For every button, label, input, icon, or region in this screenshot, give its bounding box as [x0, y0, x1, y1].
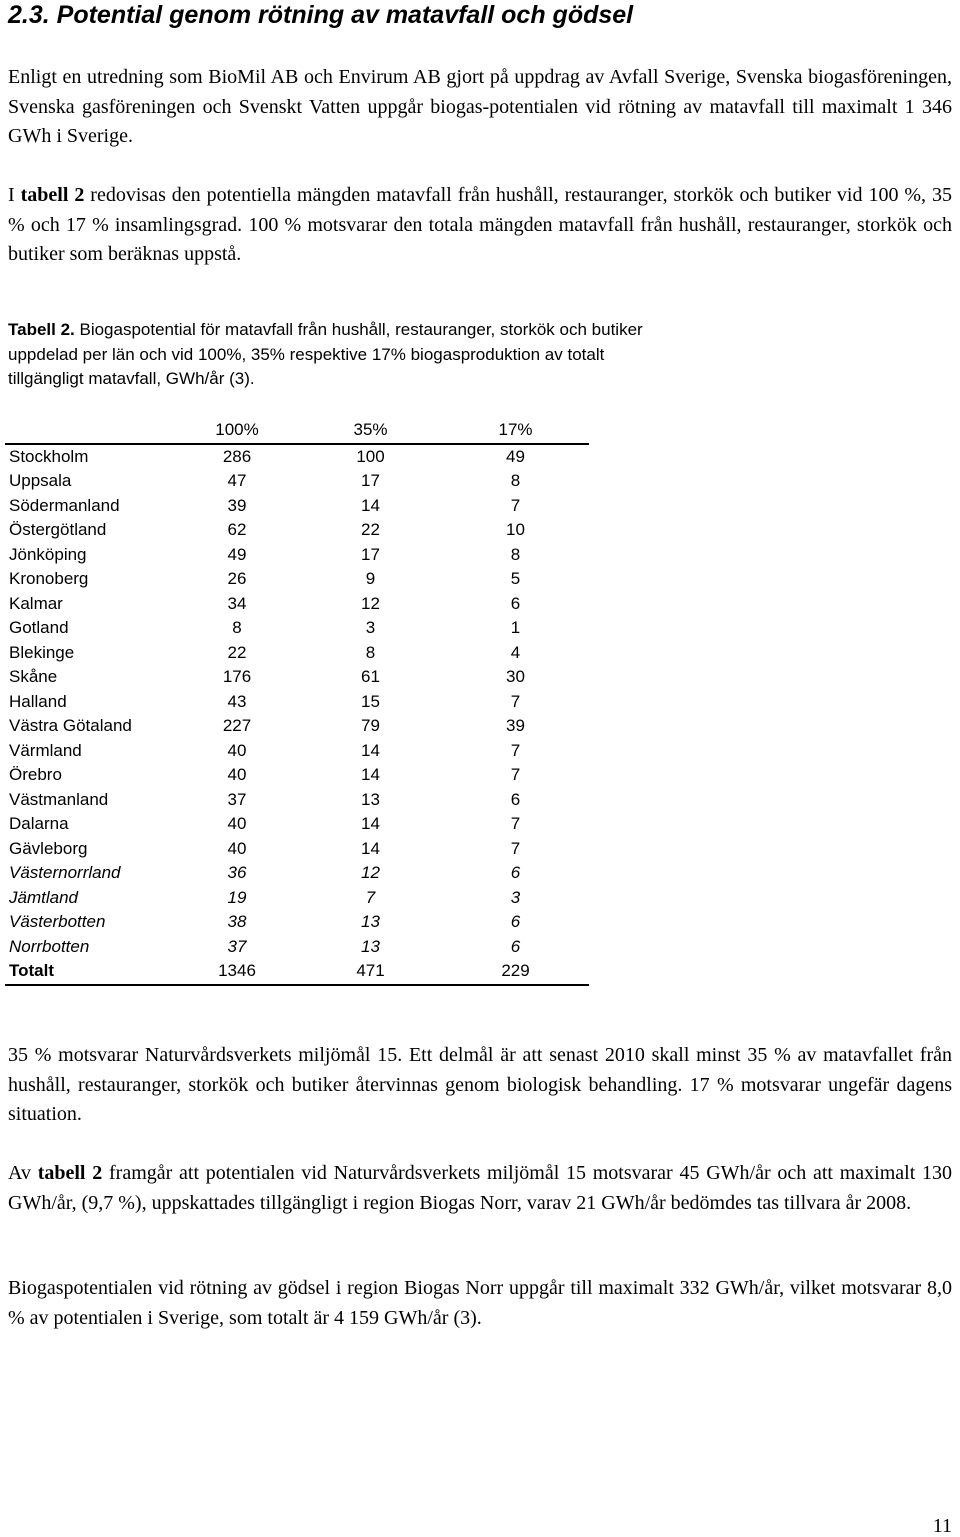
- table-row: [5, 812, 589, 837]
- value-35: 13: [361, 936, 380, 956]
- value-100: 227: [222, 716, 252, 735]
- table-reference: tabell 2: [20, 184, 85, 206]
- table-row: [5, 837, 589, 862]
- value-100: 1346: [175, 959, 299, 985]
- county-name: Örebro: [9, 765, 62, 784]
- value-35: 14: [361, 495, 380, 515]
- table-row: [5, 641, 589, 666]
- table-row: [5, 592, 589, 617]
- county-name: Dalarna: [9, 814, 69, 833]
- value-100: 19: [227, 887, 247, 907]
- value-17: 6: [510, 863, 521, 882]
- value-100: 37: [227, 936, 247, 956]
- county-name: Västernorrland: [9, 863, 121, 882]
- county-name: Blekinge: [9, 642, 75, 662]
- value-17: 4: [510, 642, 521, 662]
- table-row: [5, 886, 589, 911]
- value-35: 14: [361, 740, 380, 760]
- value-100: 34: [227, 593, 247, 613]
- county-name: Jönköping: [9, 544, 87, 564]
- value-35: 14: [361, 838, 380, 858]
- table-row: [5, 714, 589, 739]
- value-100: 43: [227, 691, 247, 711]
- value-17: 1: [510, 618, 521, 637]
- manure-paragraph: Biogaspotentialen vid rötning av gödsel i region Biogas Norr uppgår till maximalt 332 GWh/år, vilket motsvarar 8,0 % av potentialen i Sverige, som totalt är 4 159 GWh/år (3).: [8, 1277, 952, 1329]
- header-county: [5, 418, 175, 444]
- value-35: 22: [361, 520, 380, 539]
- caption-label: Tabell 2.: [8, 320, 75, 339]
- county-name: Västra Götaland: [9, 716, 132, 735]
- value-17: 5: [510, 569, 521, 588]
- value-35: 17: [361, 544, 380, 564]
- value-35: 8: [365, 642, 376, 662]
- table-row: [5, 861, 589, 886]
- value-17: 8: [510, 471, 521, 490]
- value-17: 7: [510, 814, 521, 833]
- value-17: 229: [442, 959, 589, 985]
- table-row: [5, 567, 589, 592]
- value-100: 40: [227, 740, 247, 760]
- value-17: 30: [506, 667, 525, 686]
- table-row: [5, 935, 589, 960]
- intro-paragraph: Enligt en utredning som BioMil AB och Envirum AB gjort på uppdrag av Avfall Sverige, Svenska biogasföreningen, Svenska gasföreningen och Svenskt Vatten uppgår biogas-potentialen vid rötning av matavfall till maximalt 1 346 GWh i Sverige.: [8, 66, 952, 147]
- table-row: [5, 444, 589, 470]
- value-100: 40: [227, 838, 247, 858]
- value-35: 14: [361, 814, 380, 833]
- table-row: [5, 616, 589, 641]
- value-17: 7: [510, 740, 521, 760]
- value-17: 7: [510, 765, 521, 784]
- county-name: Kronoberg: [9, 569, 89, 588]
- value-17: 6: [510, 912, 521, 931]
- table-header-row: [5, 418, 589, 444]
- value-100: 286: [222, 446, 252, 466]
- table-caption: [8, 318, 648, 392]
- county-name: Jämtland: [9, 887, 78, 907]
- value-100: 40: [227, 765, 247, 784]
- value-35: 9: [365, 569, 376, 588]
- table-row: [5, 690, 589, 715]
- county-name: Norrbotten: [9, 936, 90, 956]
- value-100: 26: [227, 569, 247, 588]
- value-17: 49: [506, 446, 525, 466]
- county-name: Gävleborg: [9, 838, 88, 858]
- page-number: 11: [932, 1515, 952, 1537]
- value-35: 12: [361, 863, 380, 882]
- header-100: 100%: [175, 418, 299, 444]
- value-17: 10: [506, 520, 525, 539]
- paragraph-text: framgår att potentialen vid Naturvårdsverkets miljömål 15 motsvarar 45 GWh/år och att maximalt 130 GWh/år, (9,7 %), uppskattades tillgängligt i region Biogas Norr, varav 21 GWh/år bedömdes tas tillvara år 2008.: [8, 1162, 953, 1214]
- county-name: Halland: [9, 691, 67, 711]
- caption-text: Biogaspotential för matavfall från hushåll, restauranger, storkök och butiker uppdelad per län och vid 100%, 35% respektive 17% biogasproduktion av totalt tillgängligt matavfall, GWh/år (3).: [8, 320, 643, 388]
- value-17: 8: [510, 544, 521, 564]
- value-35: 79: [361, 716, 380, 735]
- paragraph-text: Av: [8, 1162, 38, 1184]
- value-17: 7: [510, 691, 521, 711]
- value-100: 8: [232, 618, 242, 637]
- county-name: Gotland: [9, 618, 69, 637]
- table-body: [5, 444, 589, 985]
- value-35: 61: [361, 667, 380, 686]
- value-100: 38: [227, 912, 247, 931]
- value-17: 3: [510, 887, 521, 907]
- table-total-row: [5, 959, 589, 985]
- header-35: 35%: [299, 418, 442, 444]
- county-name: Kalmar: [9, 593, 63, 613]
- value-100: 36: [227, 863, 247, 882]
- biogas-potential-table: [5, 418, 589, 986]
- value-17: 6: [510, 936, 521, 956]
- paragraph-text: I: [8, 184, 21, 206]
- value-35: 17: [361, 471, 380, 490]
- value-35: 471: [299, 959, 442, 985]
- value-35: 13: [361, 789, 380, 809]
- value-100: 40: [227, 814, 247, 833]
- value-100: 39: [227, 495, 247, 515]
- value-100: 49: [227, 544, 247, 564]
- table-reference-paragraph: [8, 181, 952, 270]
- county-name: Västerbotten: [9, 912, 106, 931]
- table-reference: tabell 2: [37, 1162, 103, 1184]
- value-35: 100: [356, 446, 385, 466]
- value-17: 6: [510, 789, 521, 809]
- value-35: 15: [361, 691, 380, 711]
- value-100: 22: [227, 642, 247, 662]
- county-name: Uppsala: [9, 471, 72, 490]
- county-name: Östergötland: [9, 520, 107, 539]
- goal-paragraph: 35 % motsvarar Naturvårdsverkets miljömål 15. Ett delmål är att senast 2010 skall minst 35 % av matavfallet från hushåll, restauranger, storkök och butiker återvinnas genom biologisk behandling. 17 % motsvarar ungefär dagens situation.: [8, 1044, 952, 1125]
- table-row: [5, 543, 589, 568]
- value-35: 3: [365, 618, 376, 637]
- table-row: [5, 665, 589, 690]
- table-row: [5, 763, 589, 788]
- county-name: Skåne: [9, 667, 58, 686]
- value-35: 14: [361, 765, 380, 784]
- value-100: 37: [227, 789, 247, 809]
- county-name: Västmanland: [9, 789, 109, 809]
- table-row: [5, 469, 589, 494]
- table-row: [5, 494, 589, 519]
- value-35: 13: [361, 912, 380, 931]
- county-name: Stockholm: [9, 446, 89, 466]
- table-row: [5, 739, 589, 764]
- paragraph-text: redovisas den potentiella mängden matavfall från hushåll, restauranger, storkök och butiker vid 100 %, 35 % och 17 % insamlingsgrad. 100 % motsvarar den totala mängden matavfall från hushåll, restauranger, storkök och butiker som beräknas uppstå.: [8, 184, 952, 265]
- value-17: 39: [506, 716, 525, 735]
- value-100: 176: [222, 667, 252, 686]
- value-35: 7: [365, 887, 376, 907]
- value-17: 6: [510, 593, 521, 613]
- table-row: [5, 788, 589, 813]
- county-name: Totalt: [5, 959, 175, 985]
- table-row: [5, 518, 589, 543]
- value-17: 7: [510, 495, 521, 515]
- value-100: 62: [227, 520, 247, 539]
- value-17: 7: [510, 838, 521, 858]
- section-heading: 2.3. Potential genom rötning av matavfall och gödsel: [8, 1, 634, 29]
- region-paragraph: [8, 1159, 952, 1218]
- county-name: Södermanland: [9, 495, 120, 515]
- value-100: 47: [227, 471, 247, 490]
- value-35: 12: [361, 593, 380, 613]
- header-17: 17%: [442, 418, 589, 444]
- county-name: Värmland: [9, 740, 82, 760]
- table-row: [5, 910, 589, 935]
